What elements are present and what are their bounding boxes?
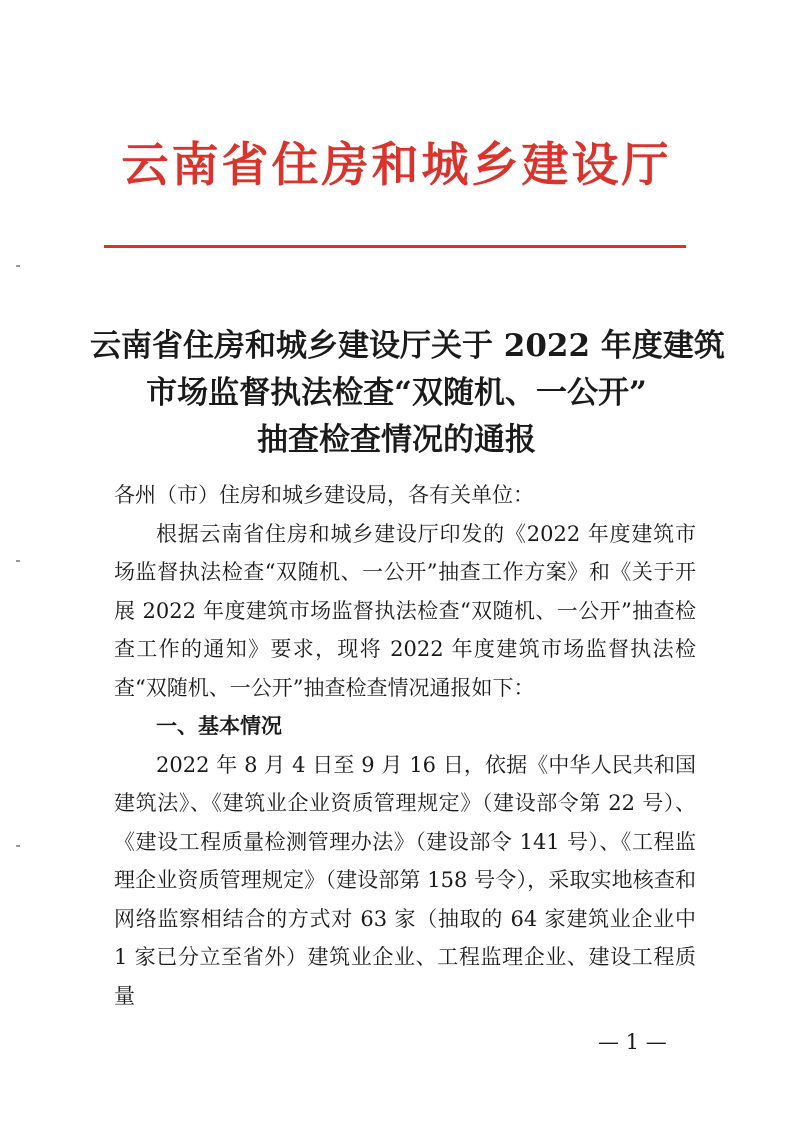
- title-line-2: 市场监督执法检查“双随机、一公开”: [146, 375, 647, 411]
- scan-artifact-mark: [16, 845, 20, 847]
- scan-artifact-mark: [16, 560, 20, 562]
- title-line-1: 云南省住房和城乡建设厅关于 2022 年度建筑: [90, 328, 725, 364]
- title-line-3: 抽查检查情况的通报: [257, 422, 536, 458]
- issuing-authority-header: 云南省住房和城乡建设厅: [121, 138, 672, 193]
- page-number: — 1 —: [598, 1030, 667, 1054]
- red-header-rule: [104, 245, 686, 248]
- paragraph-basic-situation: 2022 年 8 月 4 日至 9 月 16 日，依据《中华人民共和国建筑法》、《建筑业企业资质管理规定》（建设部令第 22 号）、《建设工程质量检测管理办法》（建设部令 141 号）、《工程监理企业资质管理规定》（建设部第 158 号令），采取实地核查和网络监察相结合的方式对 63 家（抽取的 64 家建筑业企业中 1 家已分立至省外）建筑业企业、工程监理企业、建设工程质量: [114, 752, 696, 1008]
- paragraph-intro: 根据云南省住房和城乡建设厅印发的《2022 年度建筑市场监督执法检查“双随机、一公开”抽查工作方案》和《关于开展 2022 年度建筑市场监督执法检查“双随机、一公开”抽查检查工作的通知》要求，现将 2022 年度建筑市场监督执法检查“双随机、一公开”抽查检查情况通报如下：: [114, 521, 696, 700]
- document-title: [90, 323, 725, 464]
- scan-artifact-mark: [16, 265, 20, 267]
- section-heading-basic-situation: 一、基本情况: [156, 714, 282, 738]
- document-body: [114, 476, 696, 1015]
- salutation: 各州（市）住房和城乡建设局，各有关单位：: [114, 483, 534, 507]
